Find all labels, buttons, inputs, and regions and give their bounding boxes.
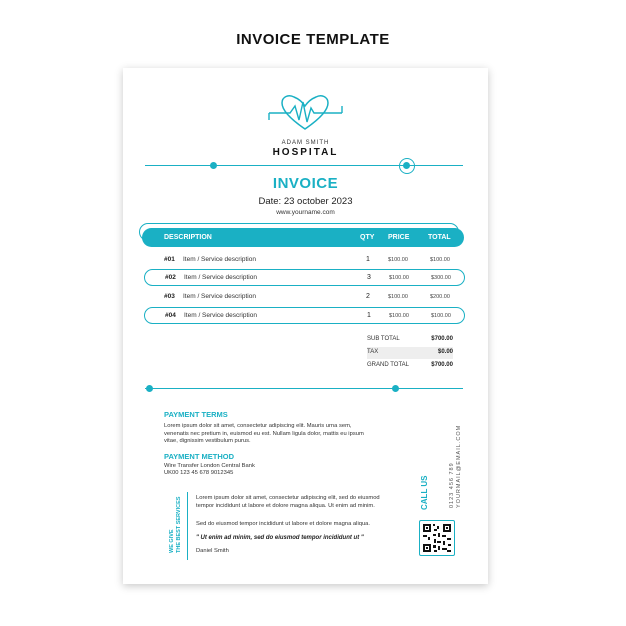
phone-number[interactable]: 0123 456 789 — [449, 462, 455, 508]
payment-method-heading: PAYMENT METHOD — [164, 452, 235, 461]
subtotal-label: SUB TOTAL — [367, 336, 400, 342]
divider-dot — [210, 162, 217, 169]
owner-name: ADAM SMITH — [281, 140, 330, 146]
header-divider — [145, 165, 463, 166]
table-header — [142, 228, 464, 247]
grand-total-row — [367, 360, 453, 372]
row-description: Item / Service description — [184, 274, 257, 281]
heartbeat-heart-icon — [268, 94, 343, 132]
subtotal-row — [367, 334, 453, 346]
divider-dot — [146, 385, 153, 392]
column-description: DESCRIPTION — [164, 234, 212, 241]
row-price: $100.00 — [388, 294, 408, 300]
grand-total-label: GRAND TOTAL — [367, 362, 410, 368]
invoice-date: Date: 23 october 2023 — [258, 196, 353, 207]
page-heading: INVOICE TEMPLATE — [236, 31, 390, 48]
qr-code-frame — [419, 520, 455, 556]
row-description: Item / Service description — [184, 312, 257, 319]
message-quote: " Ut enim ad minim, sed do eiusmod tempor incididunt ut " — [196, 535, 364, 541]
row-total: $200.00 — [430, 294, 450, 300]
row-number: #02 — [165, 274, 176, 281]
message-paragraph-2: Sed do eiusmod tempor incididunt ut labore et dolore magna aliqua. — [196, 521, 371, 527]
call-us-label: CALL US — [420, 475, 429, 510]
row-qty: 1 — [367, 312, 371, 319]
row-total: $100.00 — [430, 257, 450, 263]
row-price: $100.00 — [389, 275, 409, 281]
column-price: PRICE — [388, 234, 410, 241]
brand-name: HOSPITAL — [272, 147, 339, 158]
tax-label: TAX — [367, 349, 379, 355]
message-paragraph-1: Lorem ipsum dolor sit amet, consectetur adipiscing elit, sed do eiusmod tempor incididunt ut labore et dolore magna aliqua. Ut enim ad minim. — [196, 495, 380, 509]
row-total: $100.00 — [431, 313, 451, 319]
row-description: Item / Service description — [183, 293, 256, 300]
table-row — [144, 269, 465, 286]
grand-total-value: $700.00 — [431, 362, 453, 368]
signature-name: Daniel Smith — [196, 548, 229, 554]
row-qty: 3 — [367, 274, 371, 281]
column-qty: QTY — [360, 234, 375, 241]
subtotal-value: $700.00 — [431, 336, 453, 342]
row-number: #04 — [165, 312, 176, 319]
table-row — [144, 307, 465, 324]
payment-method-line1: Wire Transfer London Central Bank — [164, 463, 255, 469]
tagline — [169, 497, 183, 553]
row-number: #03 — [164, 293, 175, 300]
payment-method-line2: UK00 123 45 678 9012345 — [164, 470, 234, 476]
row-price: $100.00 — [388, 257, 408, 263]
payment-terms-text: Lorem ipsum dolor sit amet, consectetur adipiscing elit. Mauris urna sem, venenatis nec pretium in, euismod eu est. Nullam ligula dolor, mattis eu ipsum vitae, dignissim vestibulum purus. — [164, 423, 364, 444]
qr-code-icon — [423, 524, 451, 552]
tax-value: $0.00 — [437, 349, 453, 355]
email-address[interactable]: YOURMAIL@EMAIL.COM — [456, 424, 462, 508]
row-qty: 2 — [366, 293, 370, 300]
row-price: $100.00 — [389, 313, 409, 319]
row-description: Item / Service description — [183, 256, 256, 263]
tagline-bar — [187, 492, 188, 560]
tax-row — [367, 347, 453, 359]
tagline-line1: WE GIVE — [169, 529, 175, 553]
contact-details — [449, 425, 463, 508]
tagline-line2: THE BEST SERVICES — [176, 496, 182, 553]
table-row — [144, 252, 465, 269]
website[interactable]: www.yourname.com — [276, 209, 335, 216]
table-row — [144, 289, 465, 306]
row-total: $300.00 — [431, 275, 451, 281]
footer-divider — [145, 388, 463, 389]
row-qty: 1 — [366, 256, 370, 263]
invoice-title: INVOICE — [272, 175, 339, 192]
divider-dot — [392, 385, 399, 392]
payment-terms-heading: PAYMENT TERMS — [164, 410, 228, 419]
column-total: TOTAL — [428, 234, 451, 241]
row-number: #01 — [164, 256, 175, 263]
invoice-sheet — [123, 68, 488, 584]
divider-ring — [399, 158, 415, 174]
